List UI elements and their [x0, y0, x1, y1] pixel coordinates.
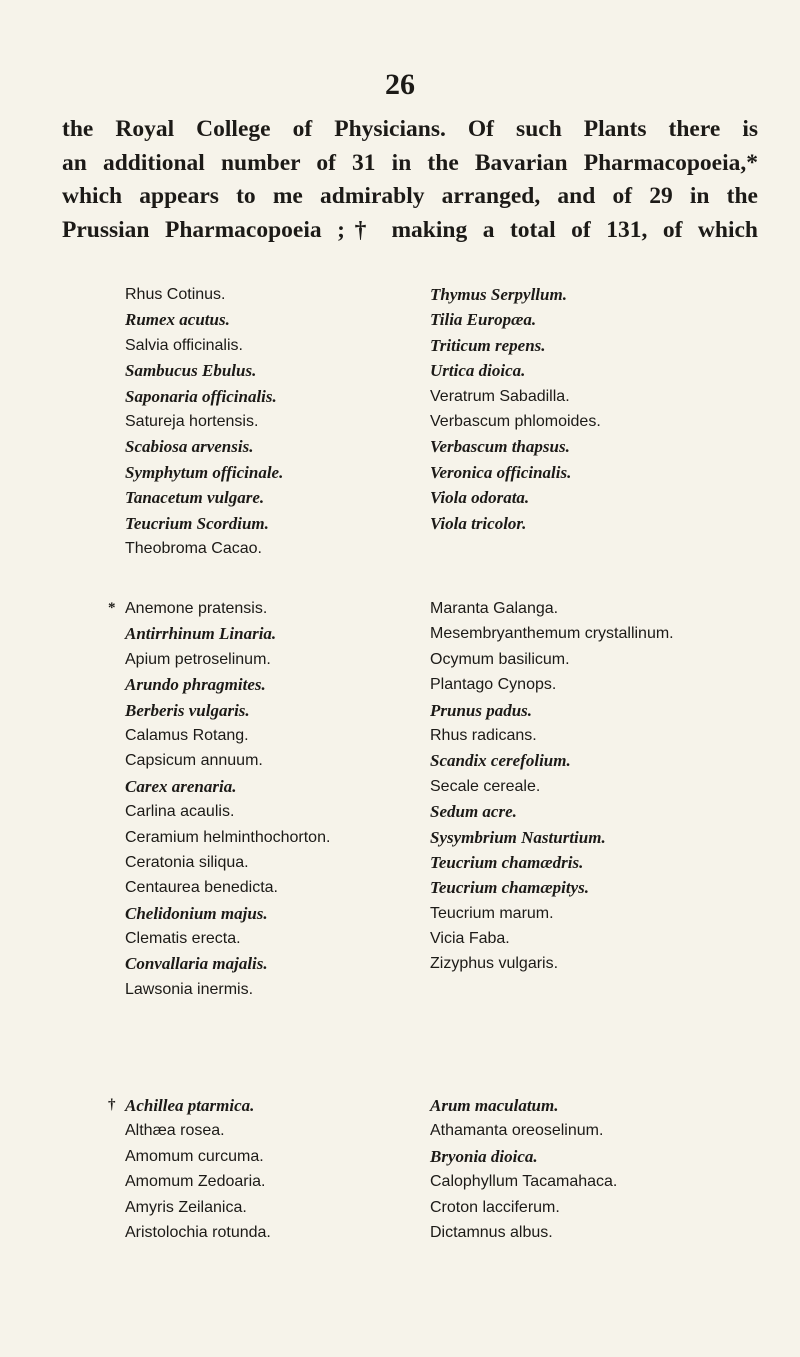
plant-name: Amomum curcuma.	[125, 1147, 264, 1165]
plant-name: Croton lacciferum.	[430, 1198, 560, 1216]
plant-name: Althæa rosea.	[125, 1122, 225, 1140]
plant-name: Triticum repens.	[430, 335, 546, 355]
plant-name: Satureja hortensis.	[125, 412, 259, 430]
plant-name: Anemone pratensis.	[125, 600, 268, 617]
plant-name: Arum maculatum.	[430, 1096, 559, 1115]
plant-name: Lawsonia inermis.	[125, 980, 254, 998]
plant-name: Bryonia dioica.	[430, 1146, 538, 1166]
plant-name: Amomum Zedoaria.	[125, 1173, 266, 1191]
plant-name: Tilia Europæa.	[430, 310, 537, 330]
plant-name: Scandix cerefolium.	[430, 751, 571, 771]
plant-list-right-column	[430, 596, 674, 977]
page-number: 26	[385, 68, 415, 101]
plant-name: Aristolochia rotunda.	[125, 1223, 271, 1241]
plant-name: Athamanta oreoselinum.	[430, 1122, 604, 1140]
intro-line: Prussian Pharmacopoeia ;† making a total of 131, of which	[62, 216, 758, 243]
plant-name: Sedum acre.	[430, 802, 517, 822]
plant-name: Teucrium marum.	[430, 904, 554, 922]
plant-name: Viola tricolor.	[430, 513, 527, 533]
plant-name: Antirrhinum Linaria.	[125, 624, 277, 644]
plant-name: Thymus Serpyllum.	[430, 285, 567, 304]
plant-name: Teucrium chamæpitys.	[430, 878, 589, 898]
plant-list-right-column	[430, 1093, 617, 1245]
intro-line: which appears to me admirably arranged, and of 29 in the	[62, 183, 758, 209]
plant-name: Zizyphus vulgaris.	[430, 955, 559, 973]
plant-name: Scabiosa arvensis.	[125, 437, 254, 457]
plant-name: Saponaria officinalis.	[125, 386, 277, 406]
plant-name: Calophyllum Tacamahaca.	[430, 1173, 618, 1191]
plant-name: Convallaria majalis.	[125, 954, 268, 974]
plant-name: Centaurea benedicta.	[125, 879, 278, 897]
plant-name: Rhus radicans.	[430, 726, 537, 744]
plant-list-right-column	[430, 282, 601, 536]
intro-line: the Royal College of Physicians. Of such Plants there is	[62, 116, 758, 142]
plant-name: Urtica dioica.	[430, 361, 526, 381]
plant-name: Clematis erecta.	[125, 930, 241, 948]
plant-name: Prunus padus.	[430, 700, 533, 720]
footnote-marker: †	[108, 1097, 116, 1113]
plant-name: Sysymbrium Nasturtium.	[430, 827, 606, 847]
plant-name: Sambucus Ebulus.	[125, 361, 257, 381]
plant-name: Ceramium helminthochorton.	[125, 828, 331, 846]
plant-name: Apium petroselinum.	[125, 650, 271, 668]
plant-name: Achillea ptarmica.	[125, 1096, 255, 1115]
plant-list-left-column	[125, 282, 283, 561]
plant-name: Arundo phragmites.	[125, 675, 266, 695]
plant-name: Calamus Rotang.	[125, 726, 249, 744]
plant-name: Ceratonia siliqua.	[125, 853, 249, 871]
footnote-marker: *	[108, 600, 116, 616]
intro-paragraph	[62, 113, 758, 247]
plant-name: Veratrum Sabadilla.	[430, 387, 570, 405]
plant-name: Carlina acaulis.	[125, 803, 235, 821]
plant-name: Symphytum officinale.	[125, 462, 284, 482]
plant-name: Salvia officinalis.	[125, 336, 243, 354]
plant-name: Rumex acutus.	[125, 310, 230, 330]
plant-name: Plantago Cynops.	[430, 676, 557, 694]
plant-name: Theobroma Cacao.	[125, 539, 262, 557]
plant-name: Ocymum basilicum.	[430, 650, 570, 668]
plant-name: Amyris Zeilanica.	[125, 1198, 247, 1216]
plant-list-left-column	[108, 596, 331, 1002]
intro-line: an additional number of 31 in the Bavarian Pharmacopoeia,*	[62, 149, 758, 176]
plant-name: Capsicum annuum.	[125, 752, 263, 770]
plant-name: Berberis vulgaris.	[125, 700, 250, 720]
plant-name: Tanacetum vulgare.	[125, 488, 265, 508]
plant-name: Teucrium chamædris.	[430, 852, 584, 872]
plant-name: Vicia Faba.	[430, 930, 510, 948]
plant-list-left-column	[108, 1093, 271, 1245]
plant-name: Maranta Galanga.	[430, 600, 559, 617]
plant-name: Verbascum phlomoides.	[430, 412, 601, 430]
plant-name: Secale cereale.	[430, 777, 541, 795]
plant-name: Viola odorata.	[430, 488, 530, 508]
plant-name: Mesembryanthemum crystallinum.	[430, 625, 674, 643]
plant-name: Veronica officinalis.	[430, 462, 572, 482]
plant-name: Teucrium Scordium.	[125, 513, 269, 533]
plant-name: Dictamnus albus.	[430, 1223, 553, 1241]
plant-name: Rhus Cotinus.	[125, 286, 226, 303]
plant-name: Carex arenaria.	[125, 776, 237, 796]
plant-name: Verbascum thapsus.	[430, 437, 570, 457]
plant-name: Chelidonium majus.	[125, 903, 268, 923]
